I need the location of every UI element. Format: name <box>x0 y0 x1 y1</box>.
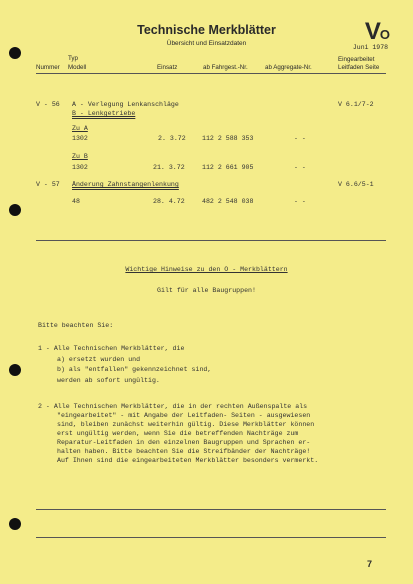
entry-title: A - Verlegung Lenkanschläge <box>72 101 179 108</box>
binder-hole <box>9 364 21 376</box>
col-leitfaden-label: Leitfaden Seite <box>338 64 380 71</box>
col-eingearbeitet-label: Eingearbeitet <box>338 56 375 63</box>
notice-line: b) als "entfallen" gekennzeichnet sind, <box>57 366 212 373</box>
fahrgest-value: 482 2 548 038 <box>202 198 254 205</box>
notice-intro: Bitte beachten Sie: <box>38 322 114 329</box>
col-aggregate-label: ab Aggregate-Nr. <box>265 64 312 71</box>
einsatz-value: 21. 3.72 <box>153 164 185 171</box>
einsatz-value: 2. 3.72 <box>158 135 186 142</box>
sub-label: Zu A <box>72 125 88 132</box>
notice-line: werden ab sofort ungültig. <box>57 377 160 384</box>
modell-value: 1302 <box>72 135 88 142</box>
entry-number: V - 57 <box>36 181 60 188</box>
einsatz-value: 28. 4.72 <box>153 198 185 205</box>
entry-title: Änderung Zahnstangenlenkung <box>72 181 179 188</box>
notice-line: Auf Ihnen sind die eingearbeiteten Merkblätter besonders vermerkt. <box>57 457 319 464</box>
col-einsatz-label: Einsatz <box>157 64 178 71</box>
binder-hole <box>9 47 21 59</box>
logo-letter-sub: O <box>379 27 389 42</box>
header-rule <box>36 73 386 74</box>
notice-line: erst ungültig werden, wenn Sie die betreffenden Nachträge zum <box>57 430 299 437</box>
issue-date: Juni 1978 <box>352 44 388 51</box>
col-modell-label: Modell <box>68 64 87 71</box>
section-rule <box>36 240 386 241</box>
vo-logo <box>365 18 389 46</box>
leitfaden-ref: V 6.6/5-1 <box>338 181 374 188</box>
sub-label: Zu B <box>72 153 88 160</box>
binder-hole <box>9 518 21 530</box>
document-subtitle: Übersicht und Einsatzdaten <box>166 40 247 47</box>
document-title: Technische Merkblätter <box>137 23 276 37</box>
aggregate-value: - - <box>294 164 306 171</box>
modell-value: 1302 <box>72 164 88 171</box>
aggregate-value: - - <box>294 135 306 142</box>
notice-line: Reparatur-Leitfaden in den einzelnen Baugruppen und Sprachen er- <box>57 439 311 446</box>
footer-rule <box>36 537 386 538</box>
col-typ-label: Typ <box>68 55 78 62</box>
entry-title-b: B - Lenkgetriebe <box>72 110 136 117</box>
notice-subheading: Gilt für alle Baugruppen! <box>157 287 256 294</box>
binder-hole <box>9 204 21 216</box>
notice-heading: Wichtige Hinweise zu den O - Merkblättern <box>125 266 288 273</box>
col-fahrgest-label: ab Fahrgest.-Nr. <box>203 64 248 71</box>
aggregate-value: - - <box>294 198 306 205</box>
fahrgest-value: 112 2 588 353 <box>202 135 254 142</box>
modell-value: 48 <box>72 198 80 205</box>
notice-line: a) ersetzt wurden und <box>57 356 141 363</box>
notice-line: 2 - Alle Technischen Merkblätter, die in der rechten Außenspalte als <box>38 403 308 410</box>
notice-line: 1 - Alle Technischen Merkblätter, die <box>38 345 185 352</box>
notice-line: halten haben. Bitte beachten Sie die Streifbänder der Nachträge! <box>57 448 311 455</box>
logo-letter: V <box>364 18 380 45</box>
fahrgest-value: 112 2 661 905 <box>202 164 254 171</box>
col-nummer-label: Nummer <box>36 64 60 71</box>
entry-number: V - 56 <box>36 101 60 108</box>
footer-rule <box>36 509 386 510</box>
page-number: 7 <box>367 559 373 569</box>
leitfaden-ref: V 6.1/7-2 <box>338 101 374 108</box>
notice-line: "eingearbeitet" - mit Angabe der Leitfaden- Seiten - ausgewiesen <box>57 412 311 419</box>
notice-line: sind, bleiben zunächst weiterhin gültig. Diese Merkblätter können <box>57 421 315 428</box>
